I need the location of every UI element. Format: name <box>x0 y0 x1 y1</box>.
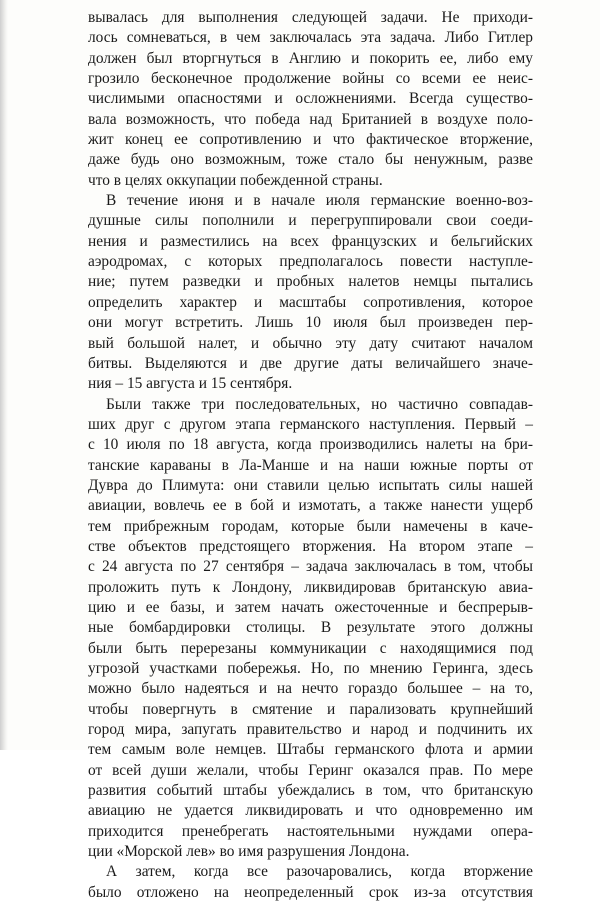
text-line: битвы. Выделяются и две другие даты величайшего значе- <box>88 354 533 372</box>
text-line: вывалась для выполнения следующей задачи. Не приходи- <box>88 9 533 26</box>
text-line: грозило бесконечное продолжение войны со всеми ее неис- <box>88 70 533 88</box>
body-text <box>88 8 533 903</box>
text-line: вала возможность, что победа над Британией в воздухе поло- <box>88 110 533 128</box>
paragraph-1 <box>88 8 533 191</box>
text-line: развития событий штабы убеждались в том, что британскую <box>88 782 533 800</box>
text-line: что в целях оккупации побежденной страны. <box>88 171 383 189</box>
text-line: город мира, запугать правительство и народ и подчинить их <box>88 721 533 739</box>
text-line: В течение июня и в начале июля германские военно-воз- <box>106 192 533 210</box>
text-line: ния – 15 августа и 15 сентября. <box>88 375 293 393</box>
text-line: лось сомневаться, в чем заключалась эта задача. Либо Гитлер <box>88 29 533 47</box>
text-line: жит конец ее сопротивлению и что фактическое вторжение, <box>88 131 533 149</box>
text-line: с 24 августа по 27 сентября – задача заключалась в том, чтобы <box>88 558 533 576</box>
text-line: тем прибрежным городам, которые были намечены в каче- <box>88 517 533 535</box>
text-line: от всей души желали, чтобы Геринг оказался прав. По мере <box>88 761 533 779</box>
text-line: можно было надеяться и на нечто гораздо большее – на то, <box>88 680 533 698</box>
text-line: авиации, вовлечь ее в бой и измотать, а также нанести ущерб <box>88 497 533 515</box>
text-line: душные силы пополнили и перегруппировали свои соеди- <box>88 212 533 230</box>
text-line: были быть перерезаны коммуникации с находящимися под <box>88 639 533 657</box>
text-line: А затем, когда все разочаровались, когда вторжение <box>106 863 533 881</box>
text-line: приходится пренебрегать настоятельными нуждами опера- <box>88 822 533 840</box>
text-line: авиацию не удается ликвидировать и что одновременно им <box>88 802 533 820</box>
text-line: угрозой участками побережья. Но, по мнению Геринга, здесь <box>88 660 533 677</box>
text-line: Дувра до Плимута: они ставили целью испытать силы нашей <box>88 476 533 494</box>
text-line: стве объектов предстоящего вторжения. На втором этапе – <box>88 537 533 555</box>
text-line: они могут встретить. Лишь 10 июля был произведен пер- <box>88 314 533 332</box>
text-line: цию и ее базы, и затем начать ожесточенные и беспрерыв- <box>88 598 533 616</box>
text-line: проложить путь к Лондону, ликвидировав британскую авиа- <box>88 578 533 596</box>
text-line: с 10 июля по 18 августа, когда производились налеты на бри- <box>88 436 533 454</box>
page-gutter-shadow <box>0 0 8 750</box>
text-line: нения и разместились на всех французских и бельгийских <box>88 232 533 250</box>
text-line: ших друг с другом этапа германского наступления. Первый – <box>88 415 533 433</box>
text-line: числимыми опасностями и осложнениями. Всегда существо- <box>88 90 533 108</box>
text-line: вый большой налет, и обычно эту дату считают началом <box>88 334 533 352</box>
text-line: определить характер и масштабы сопротивления, которое <box>88 293 533 311</box>
text-line: Были также три последовательных, но частично совпадав- <box>106 395 533 413</box>
text-line: было отложено на неопределенный срок из-за отсутствия <box>88 883 533 901</box>
paragraph-2 <box>88 191 533 394</box>
text-line: должен был вторгнуться в Англию и покорить ее, либо ему <box>88 49 533 67</box>
text-line: ции «Морской лев» во имя разрушения Лондона. <box>88 843 410 861</box>
text-line: даже будь оно возможным, тоже стало бы ненужным, разве <box>88 151 533 169</box>
text-line: танские караваны в Ла-Манше и на наши южные порты от <box>88 456 533 474</box>
paragraph-4 <box>88 862 533 903</box>
text-line: чтобы повергнуть в смятение и парализовать крупнейший <box>88 700 533 718</box>
text-line: аэродромах, с которых предполагалось повести наступле- <box>88 253 533 271</box>
text-line: тем самым воле немцев. Штабы германского флота и армии <box>88 741 533 759</box>
paragraph-3 <box>88 395 533 863</box>
text-line: ные бомбардировки столицы. В результате этого должны <box>88 619 533 637</box>
text-line: ние; путем разведки и пробных налетов немцы пытались <box>88 273 533 291</box>
